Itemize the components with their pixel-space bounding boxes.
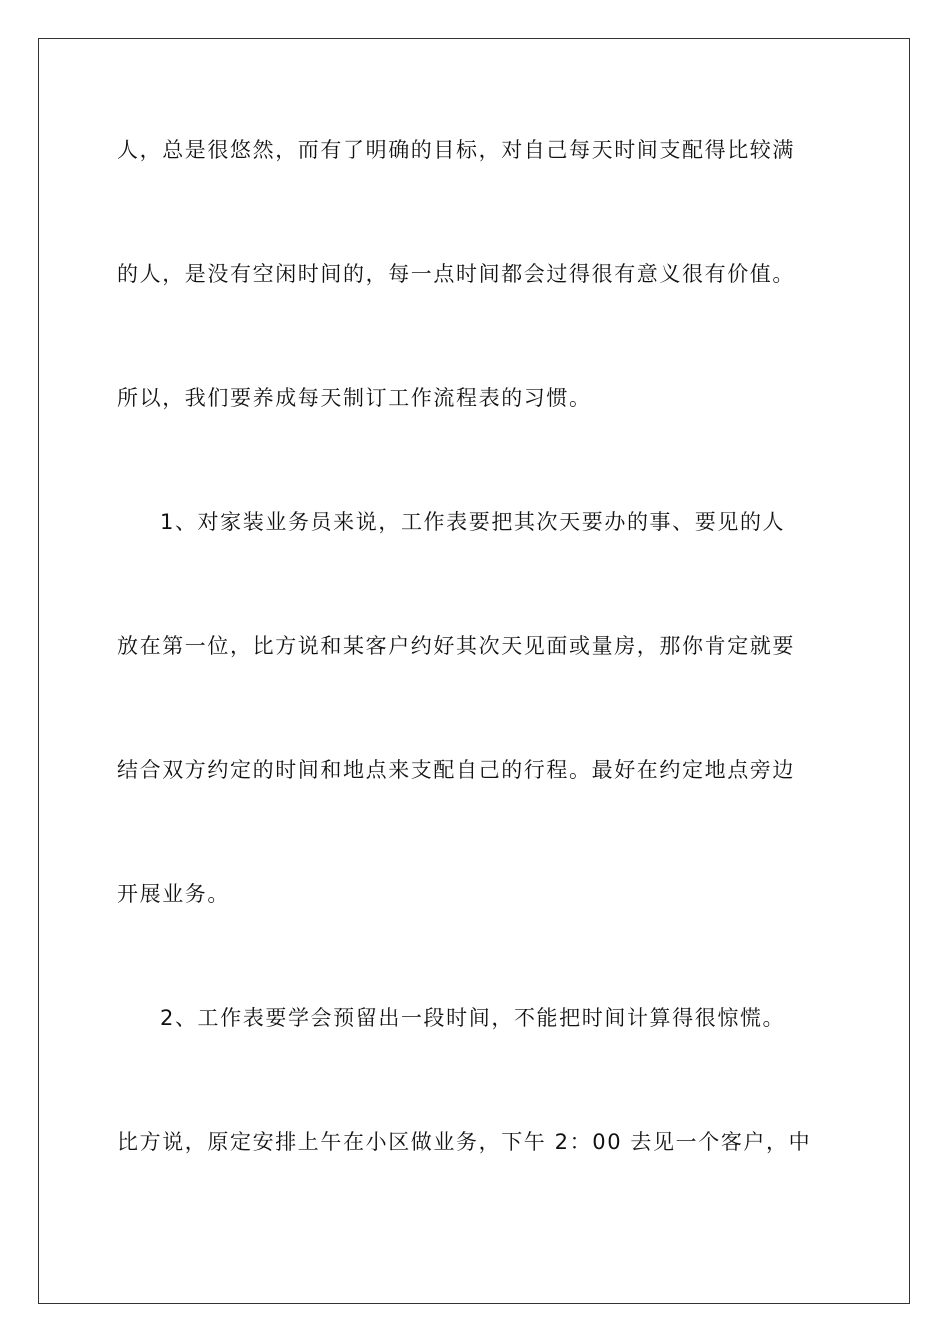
text-line: 2、工作表要学会预留出一段时间，不能把时间计算得很惊慌。	[160, 1006, 786, 1030]
text-line: 的人，是没有空闲时间的，每一点时间都会过得很有意义很有价值。	[117, 262, 795, 286]
text-line: 1、对家装业务员来说，工作表要把其次天要办的事、要见的人	[160, 510, 786, 534]
text-line: 比方说，原定安排上午在小区做业务，下午 2：00 去见一个客户，中	[117, 1130, 812, 1154]
text-line: 结合双方约定的时间和地点来支配自己的行程。最好在约定地点旁边	[117, 758, 795, 782]
text-line: 放在第一位，比方说和某客户约好其次天见面或量房，那你肯定就要	[117, 634, 795, 658]
text-line: 开展业务。	[117, 882, 230, 906]
text-line: 人，总是很悠然，而有了明确的目标，对自己每天时间支配得比较满	[117, 138, 795, 162]
text-line: 所以，我们要养成每天制订工作流程表的习惯。	[117, 386, 592, 410]
page-border	[38, 38, 910, 1304]
